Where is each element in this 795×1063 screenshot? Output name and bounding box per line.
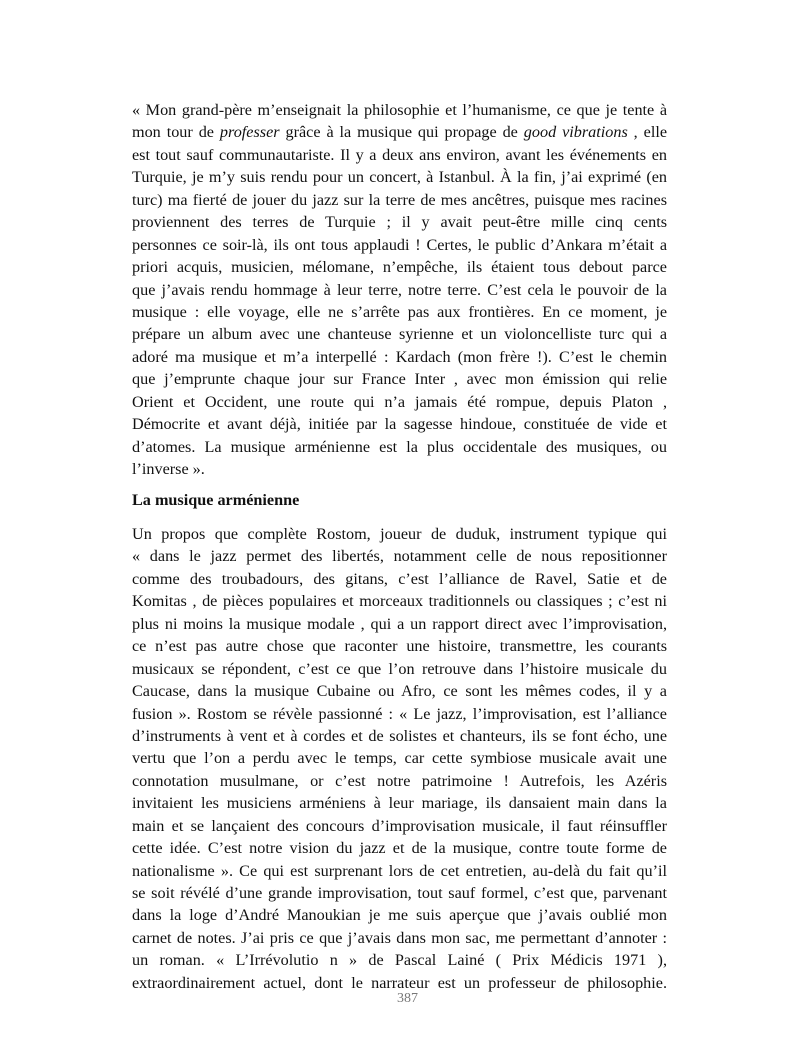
paragraph-1 [132,99,667,480]
text-line: ce n’est pas autre chose que raconter une histoire, transmettre, les courants [132,637,667,656]
text-line: Komitas , de pièces populaires et morceaux traditionnels ou classiques ; c’est ni [132,592,667,611]
text-line: personnes ce soir-là, ils ont tous applaudi ! Certes, le public d’Ankara m’était a [132,235,667,254]
text-line: carnet de notes. J’ai pris ce que j’avais dans mon sac, me permettant d’annoter : [132,928,667,947]
text-line: adoré ma musique et m’a interpellé : Kardach (mon frère !). C’est le chemin [132,347,667,366]
text-line: d’atomes. La musique arménienne est la plus occidentale des musiques, ou [132,437,667,456]
text-line: dans la loge d’André Manoukian je me suis aperçue que j’avais oublié mon [132,906,667,925]
text-line [132,121,667,143]
text-line: vertu que l’on a perdu avec le temps, car cette symbiose musicale avait une [132,749,667,768]
text-line: musique : elle voyage, elle ne s’arrête pas aux frontières. En ce moment, je [132,302,667,321]
text-line: musicaux se répondent, c’est ce que l’on retrouve dans l’histoire musicale du [132,659,667,678]
italic-text: good vibrations [523,123,628,142]
text-line: se soit révélé d’une grande improvisation, tout sauf formel, c’est que, parvenant [132,884,667,902]
text-line: un roman. « L’Irrévolutio n » de Pascal Lainé ( Prix Médicis 1971 ), [132,951,667,970]
text-line: cette idée. C’est notre vision du jazz et de la musique, contre toute forme de [132,839,667,858]
text-line: l’inverse ». [132,460,205,478]
text-line: prépare un album avec une chanteuse syrienne et un violoncelliste turc qui a [132,325,667,344]
italic-text: professer [219,123,280,142]
text-line: « dans le jazz permet des libertés, notamment celle de nous repositionner [132,547,667,566]
text-line: plus ni moins la musique modale , qui a un rapport direct avec l’improvisation, [132,614,667,633]
text-line: Un propos que complète Rostom, joueur de duduk, instrument typique qui [132,525,667,543]
text-segment: , elle [627,123,668,142]
text-line: Caucase, dans la musique Cubaine ou Afro, ce sont les mêmes codes, il y a [132,682,667,701]
text-line: comme des troubadours, des gitans, c’est l’alliance de Ravel, Satie et de [132,569,667,588]
text-line: Orient et Occident, une route qui n’a jamais été rompue, depuis Platon , [132,392,667,411]
text-line: que j’emprunte chaque jour sur France Inter , avec mon émission qui relie [132,370,667,389]
text-line: Démocrite et avant déjà, initiée par la sagesse hindoue, constituée de vide et [132,415,667,434]
text-line: turc) ma fierté de jouer du jazz sur la terre de mes ancêtres, puisque mes racines [132,190,667,209]
text-line: extraordinairement actuel, dont le narrateur est un professeur de philosophie. [132,973,667,992]
text-line: invitaient les musiciens arméniens à leur mariage, ils dansaient main dans la [132,794,667,813]
text-line: connotation musulmane, or c’est notre patrimoine ! Autrefois, les Azéris [132,771,667,790]
text-line: main et se lançaient des concours d’improvisation musicale, il faut réinsuffler [132,816,667,835]
section-heading: La musique arménienne [132,491,300,509]
text-line: que j’avais rendu hommage à leur terre, notre terre. C’est cela le pouvoir de la [132,280,667,299]
text-line: fusion ». Rostom se révèle passionné : « Le jazz, l’improvisation, est l’alliance [132,704,667,723]
text-line: priori acquis, musicien, mélomane, n’empêche, ils étaient tous debout parce [132,258,667,277]
text-line: Turquie, je m’y suis rendu pour un concert, à Istanbul. À la fin, j’ai exprimé (en [132,168,667,187]
text-line: « Mon grand-père m’enseignait la philosophie et l’humanisme, ce que je tente à [132,101,667,119]
page-number: 387 [397,991,418,1006]
paragraph-2 [132,523,667,994]
text-line: proviennent des terres de Turquie ; il y avait peut-être mille cinq cents [132,213,667,232]
text-line: nationalisme ». Ce qui est surprenant lors de cet entretien, au-delà du fait qu’il [132,861,667,880]
text-segment: mon tour de [132,123,220,142]
text-line: est tout sauf communautariste. Il y a deux ans environ, avant les événements en [132,145,667,164]
text-segment: grâce à la musique qui propage de [279,123,524,142]
text-line: d’instruments à vent et à cordes et de solistes et chanteurs, ils se font écho, une [132,726,667,745]
